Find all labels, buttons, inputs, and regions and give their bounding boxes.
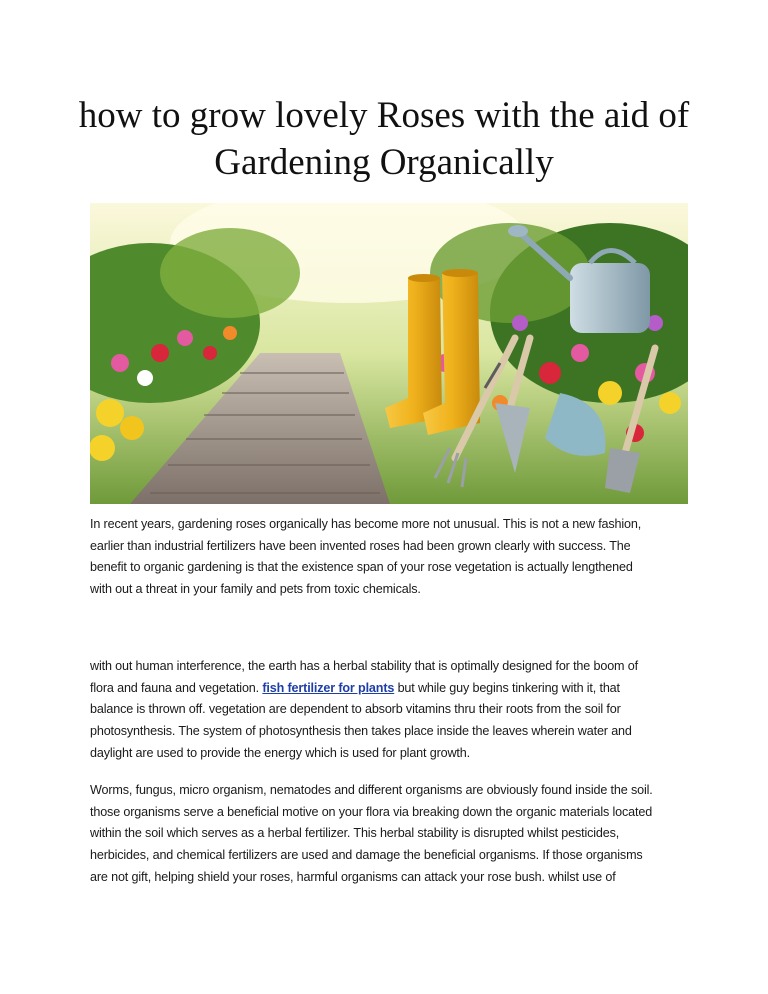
paragraph-line: within the soil which serves as a herbal fertilizer. This herbal stability is disrupted whilst pesticides, — [90, 826, 620, 841]
paragraph-soil-organisms — [90, 780, 680, 889]
paragraph-line: benefit to organic gardening is that the existence span of your rose vegetation is actually lengthened — [90, 560, 633, 575]
fish-fertilizer-link[interactable]: fish fertilizer for plants — [262, 680, 395, 695]
paragraph-line: earlier than industrial fertilizers have been invented roses had been grown clearly with success. The — [90, 538, 631, 553]
paragraph-text: flora and fauna and vegetation. — [90, 680, 263, 695]
title-line-1: how to grow lovely Roses with the aid of — [78, 95, 690, 136]
paragraph-line: daylight are used to provide the energy which is used for plant growth. — [90, 745, 470, 760]
paragraph-line: those organisms serve a beneficial motive on your flora via breaking down the organic materials located — [90, 804, 653, 819]
garden-tools-photo — [90, 203, 688, 504]
paragraph-line: balance is thrown off. vegetation are dependent to absorb vitamins thru their roots from the soil for — [90, 702, 621, 717]
document-title — [60, 92, 708, 186]
paragraph-line: with out human interference, the earth has a herbal stability that is optimally designed for the boom of — [90, 659, 638, 673]
paragraph-text: but while guy begins tinkering with it, that — [394, 680, 620, 695]
paragraph-human-interference — [90, 656, 680, 765]
paragraph-line: herbicides, and chemical fertilizers are used and damage the beneficial organisms. If those organisms — [90, 848, 643, 863]
paragraph-line: photosynthesis. The system of photosynthesis then takes place inside the leaves wherein water and — [90, 724, 632, 739]
paragraph-line: with out a threat in your family and pets from toxic chemicals. — [90, 582, 421, 597]
paragraph-line: are not gift, helping shield your roses, harmful organisms can attack your rose bush. whilst use of — [90, 869, 616, 884]
paragraph-line: Worms, fungus, micro organism, nematodes and different organisms are obviously found inside the soil. — [90, 783, 653, 797]
paragraph-intro — [90, 514, 680, 601]
title-line-2: Gardening Organically — [214, 142, 554, 183]
paragraph-line: In recent years, gardening roses organically has become more not unusual. This is not a new fashion, — [90, 517, 642, 531]
